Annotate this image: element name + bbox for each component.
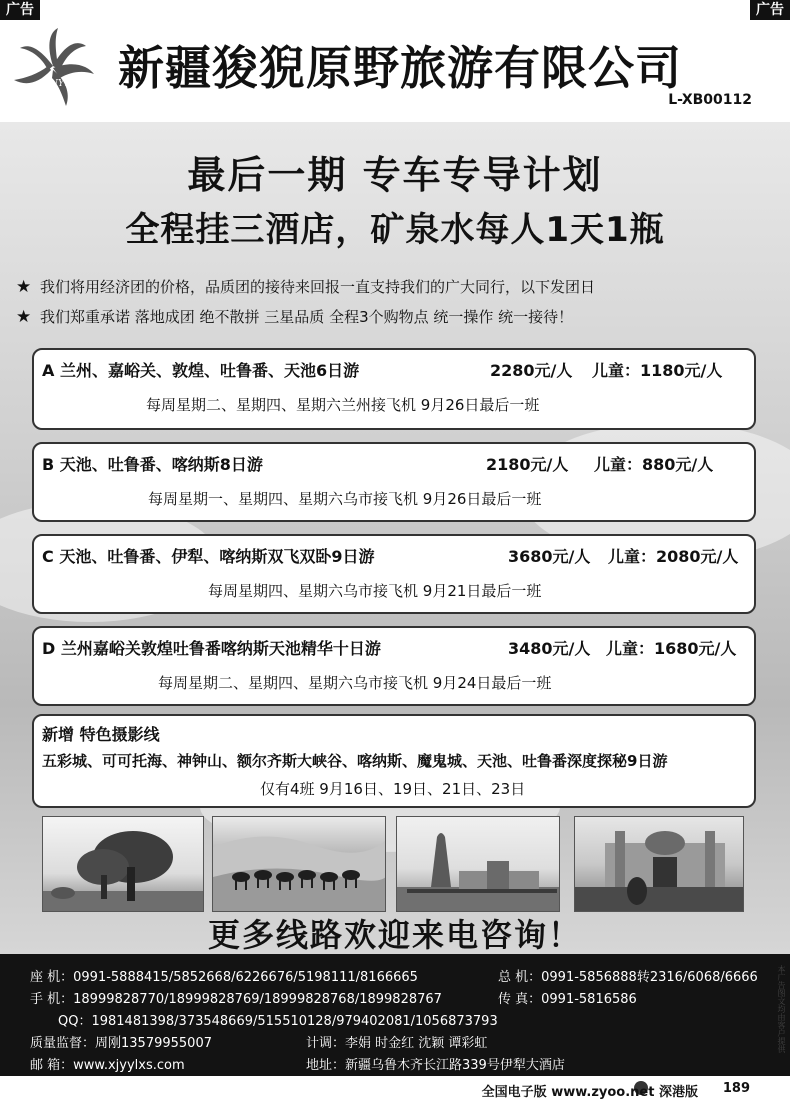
promise-note xyxy=(16,276,595,297)
star-icon: ★ xyxy=(16,277,32,297)
photo-desert-trees xyxy=(42,816,204,912)
contact-qq xyxy=(58,1010,498,1029)
promise-note xyxy=(16,306,573,327)
contact-website xyxy=(30,1054,185,1073)
route-child-price: 儿童：2080元/人 xyxy=(608,547,739,566)
contact-value[interactable]: www.xjyylxs.com xyxy=(73,1058,185,1073)
route-name: A 兰州、嘉峪关、敦煌、吐鲁番、天池6日游 xyxy=(42,361,360,380)
photo-camel-caravan xyxy=(212,816,386,912)
svg-text:SNYY: SNYY xyxy=(44,79,70,89)
headline-primary: 最后一期 专车专导计划 xyxy=(187,153,603,197)
route-card-b[interactable] xyxy=(32,442,756,522)
contact-address xyxy=(306,1054,565,1073)
page-number: 189 xyxy=(722,1081,750,1096)
contact-label: 总 机： xyxy=(498,970,542,985)
contact-value: 1981481398/373548669/515510128/979402081/1056873793 xyxy=(91,1014,498,1029)
contact-planners xyxy=(306,1032,487,1051)
company-logo xyxy=(8,26,98,112)
route-price: 2280元/人 xyxy=(490,361,573,380)
contact-label: 邮 箱： xyxy=(30,1058,74,1073)
route-card-photography[interactable] xyxy=(32,714,756,808)
contact-value: 周刚13579955007 xyxy=(95,1036,212,1051)
route-price: 2180元/人 xyxy=(486,455,569,474)
route-child-price: 儿童：1680元/人 xyxy=(606,639,737,658)
photo-mosque-tomb xyxy=(574,816,744,912)
contact-panel xyxy=(0,954,790,1076)
contact-supervision xyxy=(30,1032,212,1051)
special-route-title: 新增 特色摄影线 xyxy=(42,725,160,744)
header xyxy=(0,20,790,122)
contact-seat-phone xyxy=(30,966,418,985)
more-routes-call: 更多线路欢迎来电咨询！ xyxy=(207,916,582,954)
license-number: L-XB00112 xyxy=(668,92,752,108)
contact-fax xyxy=(498,988,637,1007)
special-route-dates: 仅有4班 9月16日、19日、21日、23日 xyxy=(260,780,526,798)
side-disclaimer: 本广告图文均由客户提供 xyxy=(777,965,786,1053)
contact-value: 18999828770/18999828769/18999828768/1899828767 xyxy=(73,992,442,1007)
contact-label: 座 机： xyxy=(30,970,74,985)
contact-label: 传 真： xyxy=(498,992,542,1007)
contact-label: 地址： xyxy=(306,1058,346,1073)
contact-value: 0991-5856888转2316/6068/6666 xyxy=(541,970,758,985)
route-schedule: 每周星期二、星期四、星期六兰州接飞机 9月26日最后一班 xyxy=(146,396,540,414)
footer-edition: 全国电子版 www.zyoo.net 深港版 xyxy=(481,1085,698,1100)
page-footer xyxy=(0,1076,790,1100)
route-child-price: 儿童：1180元/人 xyxy=(592,361,723,380)
promise-note-text: 我们郑重承诺 落地成团 绝不散拼 三星品质 全程3个购物点 统一操作 统一接待！ xyxy=(40,308,574,326)
route-card-c[interactable] xyxy=(32,534,756,614)
contact-label: 计调： xyxy=(306,1036,346,1051)
contact-value: 新疆乌鲁木齐长江路339号伊犁大酒店 xyxy=(345,1058,565,1073)
contact-mobile xyxy=(30,988,442,1007)
route-schedule: 每周星期二、星期四、星期六乌市接飞机 9月24日最后一班 xyxy=(158,674,552,692)
route-name: D 兰州嘉峪关敦煌吐鲁番喀纳斯天池精华十日游 xyxy=(42,639,381,658)
ad-tag-left: 广告 xyxy=(0,0,40,20)
company-name: 新疆狻猊原野旅游有限公司 xyxy=(118,41,682,95)
contact-label: QQ： xyxy=(58,1014,92,1029)
photo-emin-minaret xyxy=(396,816,560,912)
contact-label: 质量监督： xyxy=(30,1036,96,1051)
special-route-name: 五彩城、可可托海、神钟山、额尔齐斯大峡谷、喀纳斯、魔鬼城、天池、吐鲁番深度探秘9日游 xyxy=(42,752,668,770)
route-price: 3680元/人 xyxy=(508,547,591,566)
sun-swirl-logo-icon xyxy=(8,26,98,112)
main-panel xyxy=(0,122,790,954)
route-name: C 天池、吐鲁番、伊犁、喀纳斯双飞双卧9日游 xyxy=(42,547,375,566)
route-price: 3480元/人 xyxy=(508,639,591,658)
contact-value: 0991-5888415/5852668/6226676/5198111/8166665 xyxy=(73,970,418,985)
route-child-price: 儿童：880元/人 xyxy=(594,455,714,474)
headline-secondary: 全程挂三酒店，矿泉水每人1天1瓶 xyxy=(125,210,665,250)
contact-general-phone xyxy=(498,966,758,985)
promise-note-text: 我们将用经济团的价格，品质团的接待来回报一直支持我们的广大同行，以下发团日 xyxy=(40,278,596,296)
route-name: B 天池、吐鲁番、喀纳斯8日游 xyxy=(42,455,263,474)
contact-value: 李娟 时金红 沈颖 谭彩虹 xyxy=(345,1036,488,1051)
route-schedule: 每周星期四、星期六乌市接飞机 9月21日最后一班 xyxy=(208,582,542,600)
route-schedule: 每周星期一、星期四、星期六乌市接飞机 9月26日最后一班 xyxy=(148,490,542,508)
contact-label: 手 机： xyxy=(30,992,74,1007)
ad-tag-right: 广告 xyxy=(750,0,790,20)
star-icon: ★ xyxy=(16,307,32,327)
contact-value: 0991-5816586 xyxy=(541,992,637,1007)
route-card-a[interactable] xyxy=(32,348,756,430)
route-card-d[interactable] xyxy=(32,626,756,706)
